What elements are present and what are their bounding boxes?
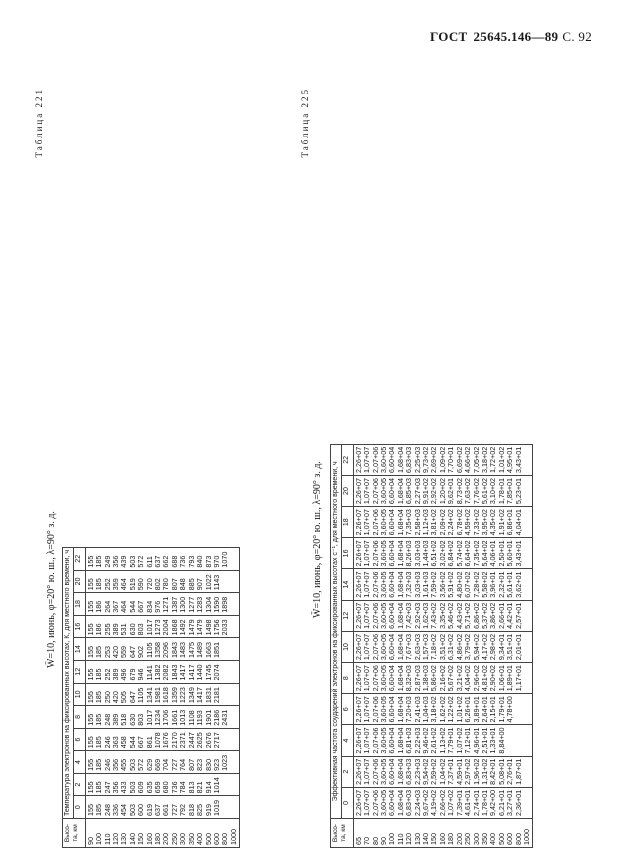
hours-header-row <box>74 547 85 847</box>
hour-header: 0 <box>74 796 85 819</box>
table-225 <box>330 444 533 848</box>
hour-header: 20 <box>342 475 353 506</box>
document-header <box>430 29 592 45</box>
value-column: 2,26+07 1,07+07 2,07+06 3,60+05 6,60+04 1,68+04 6,85+03 2,27+03 9,91+02 2,92+02 1,20+02 9,62+01 8,73+02 7,63+02 7,76+02 5,61+02 3,10+02 1,78+01 7,85+01 5,23+01 <box>353 475 533 506</box>
height-column: 65 70 80 90 100 110 120 130 140 150 160 180 200 250 300 350 400 500 600 800 1000 <box>353 819 533 848</box>
value-column: 2,26+07 1,07+07 2,07+06 3,60+05 6,60+04 1,68+04 6,83+03 2,23+03 9,54+02 2,59+02 1,04+02 7,37+01 4,59+01 2,97+02 1,96+02 1,31+02 8,42+01 5,08+01 2,76+01 1,87+01 <box>353 756 533 787</box>
table-row <box>353 444 533 847</box>
value-column: 155 185 247 356 433 503 609 635 659 680 736 784 813 821 914 1014 <box>85 773 239 796</box>
standard-code: 25645.146—89 <box>473 29 559 44</box>
table-225-caption: Эффективная частота соударений электронов на фиксированных высотах с⁻¹, для местного времени, ч <box>331 444 342 818</box>
hour-header: 18 <box>74 593 85 616</box>
value-column: 2,26+07 1,07+07 2,07+06 3,60+05 6,60+04 1,68+04 7,42+03 2,92+03 1,62+03 7,43+02 3,35+02 5,46+02 4,43+02 5,71+02 6,86+02 5,37+02 3,86+02 2,66+01 4,42+01 2,57+01 <box>353 600 533 631</box>
hour-header: 16 <box>342 538 353 569</box>
hour-header: 22 <box>342 444 353 475</box>
value-column: 2,26+07 1,07+07 2,07+06 3,60+05 6,60+04 1,68+04 6,81+03 2,22+03 9,46+02 2,61+02 1,13+02 7,79+01 1,07+02 7,12+01 4,96+01 2,51+01 1,33+01 8,84+00 <box>353 725 533 756</box>
hour-header: 18 <box>342 507 353 538</box>
value-column: 2,26+07 1,07+07 2,07+06 3,60+05 6,60+04 1,68+04 7,20+03 2,41+03 1,04+03 3,18+02 1,62+02 1,22+02 1,01+02 6,26+01 3,89+01 2,64+01 2,15+01 1,79+01 4,78+00 <box>353 694 533 725</box>
height-header: Высо- та, км <box>63 819 86 848</box>
value-column: 155 185 246 356 455 503 572 629 669 704 727 764 807 823 830 923 1023 <box>85 751 239 774</box>
value-column: 2,26+07 1,07+07 2,07+06 3,60+05 6,60+04 1,68+04 6,83+03 2,25+03 9,73+02 2,69+02 1,09+02 7,70+01 6,69+02 4,66+02 7,05+02 3,18+02 1,72+02 1,01+02 4,95+01 3,43+01 <box>353 444 533 475</box>
table-row <box>85 547 239 847</box>
value-column: 155 185 253 420 559 647 902 1105 1358 2096 1843 1483 1475 1489 1663 1851 <box>85 638 239 661</box>
value-column: 2,26+07 1,07+07 2,07+06 3,60+05 6,60+04 1,68+04 7,35+03 2,58+03 1,12+03 3,81+02 2,09+02 2,24+02 6,78+02 4,59+02 7,33+02 3,95+02 4,35+02 1,91+02 6,86+01 4,04+01 <box>353 507 533 538</box>
table-225-title: W̄=10, июнь, φ=20° ю. ш., λ=90° з. д. <box>312 461 323 618</box>
hour-header: 12 <box>74 660 85 683</box>
table-221 <box>62 547 240 848</box>
hour-header: 10 <box>74 683 85 706</box>
value-column: 155 186 255 389 531 630 803 1017 1273 2004 1868 1492 1479 1479 1498 1756 2033 <box>85 615 239 638</box>
hour-header: 8 <box>342 663 353 694</box>
hours-header-row <box>342 444 353 847</box>
value-column: 155 185 252 359 464 519 590 720 802 780 807 848 885 907 1022 1143 <box>85 570 239 593</box>
hour-header: 20 <box>74 570 85 593</box>
hour-header: 8 <box>74 706 85 729</box>
hour-header: 12 <box>342 600 353 631</box>
value-column: 2,26+07 1,07+07 2,07+06 3,60+05 6,60+04 1,68+04 8,26+03 3,03+03 1,44+03 6,51+02 3,02+02 6,84+02 5,74+02 6,64+02 7,35+02 5,64+02 4,06+01 2,50+01 5,60+01 3,43+01 <box>353 538 533 569</box>
hour-header: 2 <box>74 773 85 796</box>
value-column: 155 185 249 356 439 503 572 611 637 662 688 736 793 840 873 970 1070 <box>85 547 239 570</box>
table-225-block <box>300 78 590 858</box>
value-column: 155 185 252 389 496 679 946 1141 1382 2082 1843 1417 1417 1440 1745 2074 <box>85 660 239 683</box>
table-221-label: Таблица 221 <box>34 88 44 158</box>
hour-header: 14 <box>342 569 353 600</box>
hour-header: 16 <box>74 615 85 638</box>
value-column: 2,26+07 1,07+07 2,07+06 3,60+05 6,60+04 1,68+04 8,32+03 2,87+03 1,38+03 5,86+02 2,16+02 5,67+02 3,21+02 4,04+02 2,96+02 4,81+02 2,90+02 1,06+01 1,89+01 1,17+01 <box>353 663 533 694</box>
hour-header: 4 <box>342 725 353 756</box>
hour-header: 4 <box>74 751 85 774</box>
hour-header: 10 <box>342 631 353 662</box>
table-221-caption: Температура электронов на фиксированных высотах, К, для местного времени, ч <box>63 547 74 818</box>
hour-header: 0 <box>342 787 353 818</box>
value-column: 2,26+07 1,07+07 2,07+06 3,60+05 6,60+04 1,68+04 7,67+03 2,63+03 1,57+03 7,18+02 3,51+02 6,31+02 4,86+02 3,79+02 5,94+02 4,17+02 2,98+02 9,34+01 3,51+01 2,01+01 <box>353 631 533 662</box>
hour-header: 22 <box>74 547 85 570</box>
table-221-title: W̄=10, июнь, φ=20° ю. ш., λ=90° з. д. <box>46 511 57 668</box>
hour-header: 14 <box>74 638 85 661</box>
height-header: Высо- та, км <box>331 819 354 848</box>
value-column: 155 186 264 367 464 544 667 834 976 1271 1387 1300 1277 1283 1304 1590 1898 <box>85 593 239 616</box>
standard-name: ГОСТ <box>430 29 468 44</box>
table-225-label: Таблица 225 <box>300 88 310 158</box>
value-column: 155 185 246 363 458 544 667 861 1078 1676 2170 2371 2447 2625 2676 2717 <box>85 728 239 751</box>
hour-header: 2 <box>342 756 353 787</box>
value-column: 155 185 248 389 518 630 803 1017 1234 1706 1661 1013 1108 1193 1901 2186 2431 <box>85 706 239 729</box>
value-column: 2,26+07 1,07+07 2,07+06 3,60+05 6,60+04 1,68+04 7,32+03 3,03+03 1,61+03 7,59+02 3,56+02 5,91+02 4,80+02 6,07+02 7,28+02 5,58+02 3,96+01 2,32+01 5,61+01 3,62+01 <box>353 569 533 600</box>
height-column: 90 100 110 120 130 140 150 160 180 200 250 300 350 400 500 600 800 1000 <box>85 819 239 848</box>
page-number: С. 92 <box>562 29 593 44</box>
hour-header: 6 <box>342 694 353 725</box>
value-column: 155 185 250 420 505 647 1105 1341 1981 1618 1359 1223 1349 1417 1831 2181 <box>85 683 239 706</box>
value-column: 2,26+07 1,07+07 2,07+06 3,60+05 6,60+04 1,68+04 6,83+03 2,24+03 9,67+02 4,19+02 2,66+02 1,07+02 7,39+01 4,61+01 2,74+01 1,78+01 9,42+00 6,21+01 3,27+01 2,36+01 <box>353 787 533 818</box>
value-column: 155 185 248 336 454 503 600 619 637 661 727 792 818 825 919 1019 <box>85 796 239 819</box>
table-221-block <box>34 78 279 858</box>
hour-header: 6 <box>74 728 85 751</box>
